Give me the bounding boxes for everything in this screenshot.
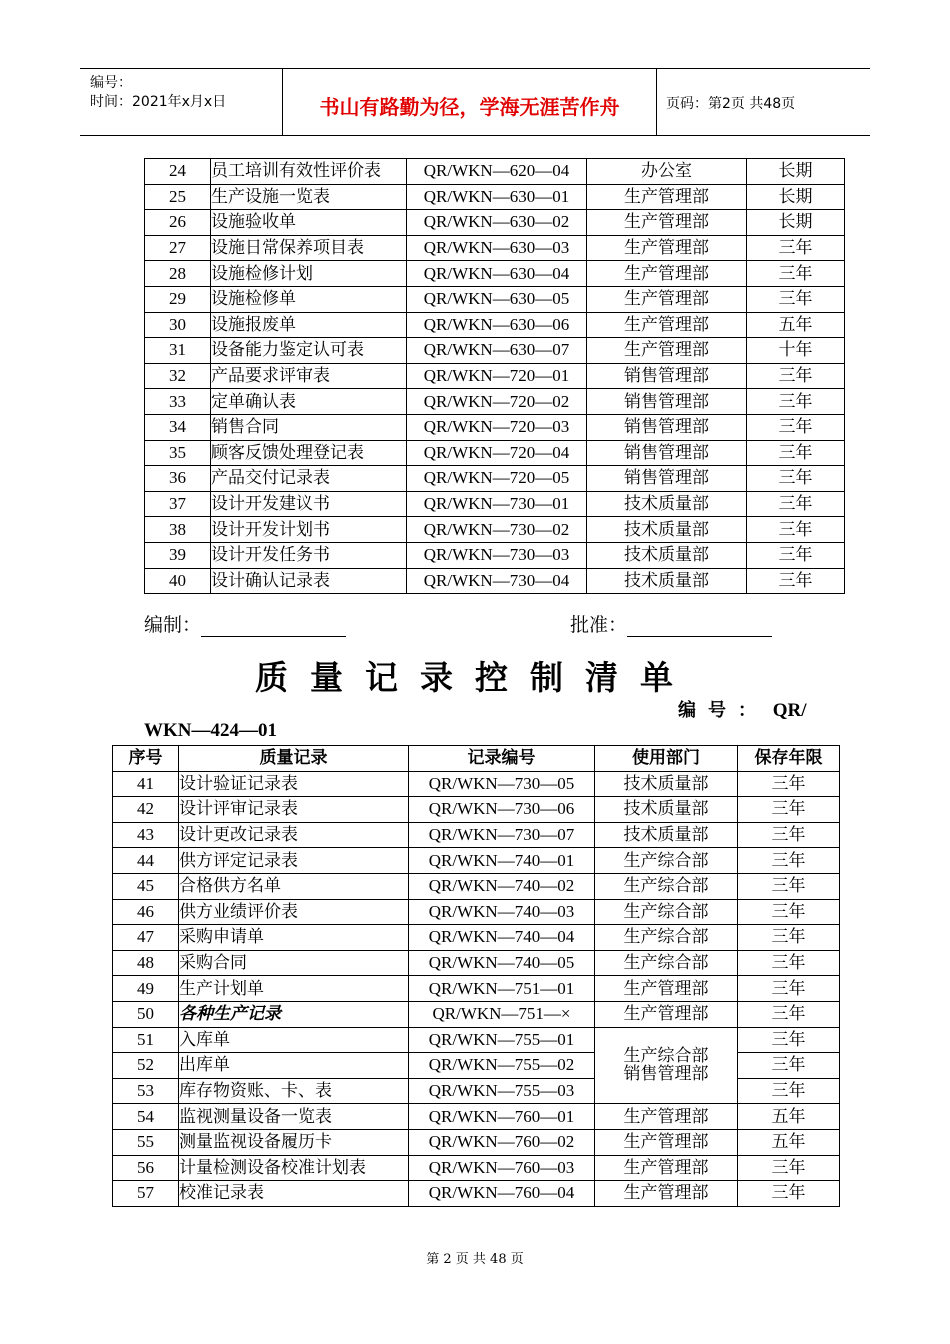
record-keep: 三年	[747, 542, 845, 568]
row-number: 24	[145, 159, 211, 185]
table-row	[113, 822, 840, 848]
table-row	[113, 848, 840, 874]
records-table	[112, 745, 840, 1207]
row-number: 43	[113, 822, 179, 848]
record-name: 生产设施一览表	[211, 184, 407, 210]
record-code: QR/WKN—630—05	[407, 286, 587, 312]
record-dept: 生产管理部	[587, 286, 747, 312]
row-number: 37	[145, 491, 211, 517]
row-number: 42	[113, 797, 179, 823]
table-row	[145, 363, 845, 389]
row-number: 28	[145, 261, 211, 287]
record-dept: 生产管理部	[587, 312, 747, 338]
record-dept: 销售管理部	[587, 440, 747, 466]
record-name: 顾客反馈处理登记表	[211, 440, 407, 466]
record-name: 监视测量设备一览表	[179, 1104, 409, 1130]
record-code: QR/WKN—755—01	[409, 1027, 595, 1053]
record-code: QR/WKN—760—01	[409, 1104, 595, 1130]
record-code: QR/WKN—630—04	[407, 261, 587, 287]
record-dept: 技术质量部	[587, 542, 747, 568]
record-code: QR/WKN—730—06	[409, 797, 595, 823]
record-code: QR/WKN—720—02	[407, 389, 587, 415]
record-keep: 十年	[747, 338, 845, 364]
row-number: 49	[113, 976, 179, 1002]
record-code: QR/WKN—730—01	[407, 491, 587, 517]
table-row	[145, 542, 845, 568]
record-code: QR/WKN—740—05	[409, 950, 595, 976]
record-code: QR/WKN—751—01	[409, 976, 595, 1002]
record-name: 设施检修计划	[211, 261, 407, 287]
record-keep: 三年	[738, 1053, 840, 1079]
record-keep: 三年	[738, 1001, 840, 1027]
record-name: 设施验收单	[211, 210, 407, 236]
record-keep: 三年	[738, 822, 840, 848]
record-keep: 三年	[747, 235, 845, 261]
record-name: 采购合同	[179, 950, 409, 976]
record-name: 设计评审记录表	[179, 797, 409, 823]
row-number: 53	[113, 1078, 179, 1104]
row-number: 46	[113, 899, 179, 925]
record-keep: 三年	[738, 1155, 840, 1181]
record-code: QR/WKN—630—07	[407, 338, 587, 364]
record-dept: 生产综合部	[595, 899, 738, 925]
compiled-signature-line[interactable]	[201, 614, 346, 637]
record-name: 合格供方名单	[179, 873, 409, 899]
record-code: QR/WKN—755—03	[409, 1078, 595, 1104]
record-dept: 办公室	[587, 159, 747, 185]
record-dept: 生产综合部	[595, 848, 738, 874]
record-dept: 生产综合部	[595, 873, 738, 899]
motto-text: 书山有路勤为径，学海无涯苦作舟	[319, 95, 620, 119]
row-number: 40	[145, 568, 211, 594]
table-row	[145, 517, 845, 543]
record-keep: 三年	[738, 1181, 840, 1207]
header-meta	[80, 69, 283, 135]
record-name: 库存物资账、卡、表	[179, 1078, 409, 1104]
table-row	[113, 1129, 840, 1155]
record-keep: 长期	[747, 159, 845, 185]
number-label: 编号：	[90, 75, 132, 91]
record-keep: 三年	[738, 873, 840, 899]
record-name: 生产计划单	[179, 976, 409, 1002]
row-number: 32	[145, 363, 211, 389]
record-keep: 三年	[738, 976, 840, 1002]
record-code: QR/WKN—730—03	[407, 542, 587, 568]
record-keep: 三年	[738, 1078, 840, 1104]
record-keep: 三年	[747, 363, 845, 389]
record-keep: 三年	[747, 261, 845, 287]
merged-dept-line: 销售管理部	[623, 1064, 709, 1085]
row-number: 30	[145, 312, 211, 338]
record-code: QR/WKN—760—03	[409, 1155, 595, 1181]
row-number: 54	[113, 1104, 179, 1130]
record-keep: 三年	[747, 414, 845, 440]
row-number: 45	[113, 873, 179, 899]
table-row	[113, 771, 840, 797]
table-row	[113, 1104, 840, 1130]
row-number: 29	[145, 286, 211, 312]
records-table-continued	[144, 158, 845, 594]
record-keep: 三年	[747, 389, 845, 415]
approved-by	[570, 610, 772, 637]
record-name: 产品要求评审表	[211, 363, 407, 389]
record-code: QR/WKN—730—02	[407, 517, 587, 543]
document-title: 质量记录控制清单	[255, 658, 695, 697]
record-code: QR/WKN—730—07	[409, 822, 595, 848]
row-number: 25	[145, 184, 211, 210]
record-code: QR/WKN—760—02	[409, 1129, 595, 1155]
record-code: QR/WKN—630—03	[407, 235, 587, 261]
table-row	[145, 184, 845, 210]
col-header-keep: 保存年限	[738, 746, 840, 772]
header-motto	[283, 69, 657, 135]
record-keep: 三年	[738, 771, 840, 797]
record-keep: 三年	[738, 899, 840, 925]
record-name: 设计更改记录表	[179, 822, 409, 848]
record-code: QR/WKN—740—01	[409, 848, 595, 874]
record-name: 入库单	[179, 1027, 409, 1053]
col-header-no: 序号	[113, 746, 179, 772]
record-code: QR/WKN—740—02	[409, 873, 595, 899]
col-header-record: 质量记录	[179, 746, 409, 772]
table-row	[145, 414, 845, 440]
record-keep: 五年	[738, 1129, 840, 1155]
doc-number-prefix: QR/	[772, 700, 807, 721]
record-code: QR/WKN—720—03	[407, 414, 587, 440]
record-code: QR/WKN—720—01	[407, 363, 587, 389]
record-name: 设计开发计划书	[211, 517, 407, 543]
table-row	[145, 568, 845, 594]
record-name: 设计开发任务书	[211, 542, 407, 568]
table-row	[145, 261, 845, 287]
record-dept: 销售管理部	[587, 414, 747, 440]
record-name: 采购申请单	[179, 925, 409, 951]
table-row	[113, 873, 840, 899]
record-name: 设计开发建议书	[211, 491, 407, 517]
row-number: 36	[145, 466, 211, 492]
record-keep: 长期	[747, 184, 845, 210]
table-row	[145, 210, 845, 236]
record-name: 设施检修单	[211, 286, 407, 312]
record-dept: 技术质量部	[587, 491, 747, 517]
row-number: 52	[113, 1053, 179, 1079]
row-number: 38	[145, 517, 211, 543]
row-number: 55	[113, 1129, 179, 1155]
record-dept: 技术质量部	[587, 517, 747, 543]
row-number: 47	[113, 925, 179, 951]
page-label: 页码：第2页 共48页	[666, 96, 796, 112]
col-header-code: 记录编号	[409, 746, 595, 772]
table-row	[145, 466, 845, 492]
record-name: 销售合同	[211, 414, 407, 440]
record-dept: 生产管理部	[595, 1155, 738, 1181]
record-dept: 生产管理部	[595, 1129, 738, 1155]
record-code: QR/WKN—630—02	[407, 210, 587, 236]
record-keep: 五年	[738, 1104, 840, 1130]
record-keep: 三年	[747, 440, 845, 466]
record-name: 设施日常保养项目表	[211, 235, 407, 261]
record-keep: 三年	[747, 286, 845, 312]
record-dept: 生产管理部	[587, 261, 747, 287]
page-header	[80, 68, 870, 136]
table-row	[145, 312, 845, 338]
row-number: 26	[145, 210, 211, 236]
time-label: 时间：2021年x月x日	[90, 94, 227, 110]
document-number	[678, 696, 807, 722]
record-dept: 生产管理部	[587, 235, 747, 261]
table-row	[113, 1027, 840, 1053]
record-dept: 销售管理部	[587, 363, 747, 389]
record-keep: 三年	[747, 466, 845, 492]
table-row	[113, 950, 840, 976]
record-name: 定单确认表	[211, 389, 407, 415]
record-dept: 生产管理部	[595, 1001, 738, 1027]
record-code: QR/WKN—740—03	[409, 899, 595, 925]
record-keep: 三年	[747, 568, 845, 594]
table-row	[145, 159, 845, 185]
table-row	[113, 899, 840, 925]
record-dept: 销售管理部	[587, 466, 747, 492]
record-name: 设计确认记录表	[211, 568, 407, 594]
row-number: 56	[113, 1155, 179, 1181]
record-keep: 三年	[738, 848, 840, 874]
record-keep: 三年	[747, 491, 845, 517]
record-code: QR/WKN—730—04	[407, 568, 587, 594]
record-keep: 三年	[738, 925, 840, 951]
record-dept: 生产管理部	[595, 976, 738, 1002]
record-name: 设计验证记录表	[179, 771, 409, 797]
record-dept: 生产管理部	[587, 210, 747, 236]
compiled-by	[144, 610, 346, 637]
row-number: 48	[113, 950, 179, 976]
record-keep: 三年	[747, 517, 845, 543]
record-code: QR/WKN—730—05	[409, 771, 595, 797]
record-dept: 技术质量部	[595, 797, 738, 823]
record-keep: 长期	[747, 210, 845, 236]
row-number: 27	[145, 235, 211, 261]
record-name: 计量检测设备校准计划表	[179, 1155, 409, 1181]
record-dept: 生产管理部	[587, 338, 747, 364]
table-row	[113, 1155, 840, 1181]
record-keep: 三年	[738, 950, 840, 976]
row-number: 51	[113, 1027, 179, 1053]
row-number: 33	[145, 389, 211, 415]
table-row	[113, 976, 840, 1002]
table-row	[145, 389, 845, 415]
record-code: QR/WKN—720—05	[407, 466, 587, 492]
table-row	[113, 797, 840, 823]
table-row	[113, 1181, 840, 1207]
record-keep: 三年	[738, 797, 840, 823]
record-name: 设施报废单	[211, 312, 407, 338]
record-dept: 生产管理部	[595, 1181, 738, 1207]
table-row	[145, 286, 845, 312]
row-number: 50	[113, 1001, 179, 1027]
row-number: 41	[113, 771, 179, 797]
record-name: 校准记录表	[179, 1181, 409, 1207]
col-header-dept: 使用部门	[595, 746, 738, 772]
row-number: 34	[145, 414, 211, 440]
table-row	[145, 491, 845, 517]
document-number-rest: WKN—424—01	[144, 720, 277, 741]
record-dept: 生产综合部	[595, 925, 738, 951]
record-keep: 五年	[747, 312, 845, 338]
record-code: QR/WKN—760—04	[409, 1181, 595, 1207]
record-dept: 销售管理部	[587, 389, 747, 415]
record-code: QR/WKN—630—06	[407, 312, 587, 338]
record-code: QR/WKN—720—04	[407, 440, 587, 466]
record-name: 供方业绩评价表	[179, 899, 409, 925]
table-row	[113, 925, 840, 951]
row-number: 57	[113, 1181, 179, 1207]
table-row	[145, 338, 845, 364]
record-name: 出库单	[179, 1053, 409, 1079]
record-code: QR/WKN—751—×	[409, 1001, 595, 1027]
record-name: 产品交付记录表	[211, 466, 407, 492]
table-row	[113, 1001, 840, 1027]
merged-dept-line: 生产综合部	[623, 1046, 709, 1067]
record-code: QR/WKN—620—04	[407, 159, 587, 185]
row-number: 31	[145, 338, 211, 364]
record-name: 各种生产记录	[179, 1001, 409, 1027]
row-number: 44	[113, 848, 179, 874]
table-row	[145, 440, 845, 466]
record-dept: 生产管理部	[587, 184, 747, 210]
record-name: 测量监视设备履历卡	[179, 1129, 409, 1155]
record-name: 供方评定记录表	[179, 848, 409, 874]
record-dept: 技术质量部	[587, 568, 747, 594]
record-dept-merged	[595, 1027, 738, 1104]
record-dept: 生产综合部	[595, 950, 738, 976]
row-number: 39	[145, 542, 211, 568]
doc-number-label: 编号：	[678, 700, 768, 721]
record-keep: 三年	[738, 1027, 840, 1053]
record-name: 员工培训有效性评价表	[211, 159, 407, 185]
page-footer: 第 2 页 共 48 页	[426, 1252, 524, 1267]
header-page	[657, 69, 870, 135]
record-dept: 技术质量部	[595, 771, 738, 797]
record-dept: 技术质量部	[595, 822, 738, 848]
row-number: 35	[145, 440, 211, 466]
compiled-label: 编制：	[144, 614, 202, 636]
table-header-row	[113, 746, 840, 772]
record-dept: 生产管理部	[595, 1104, 738, 1130]
approved-signature-line[interactable]	[627, 614, 772, 637]
record-name: 设备能力鉴定认可表	[211, 338, 407, 364]
table-row	[145, 235, 845, 261]
record-code: QR/WKN—740—04	[409, 925, 595, 951]
record-code: QR/WKN—755—02	[409, 1053, 595, 1079]
record-code: QR/WKN—630—01	[407, 184, 587, 210]
approved-label: 批准：	[570, 614, 628, 636]
